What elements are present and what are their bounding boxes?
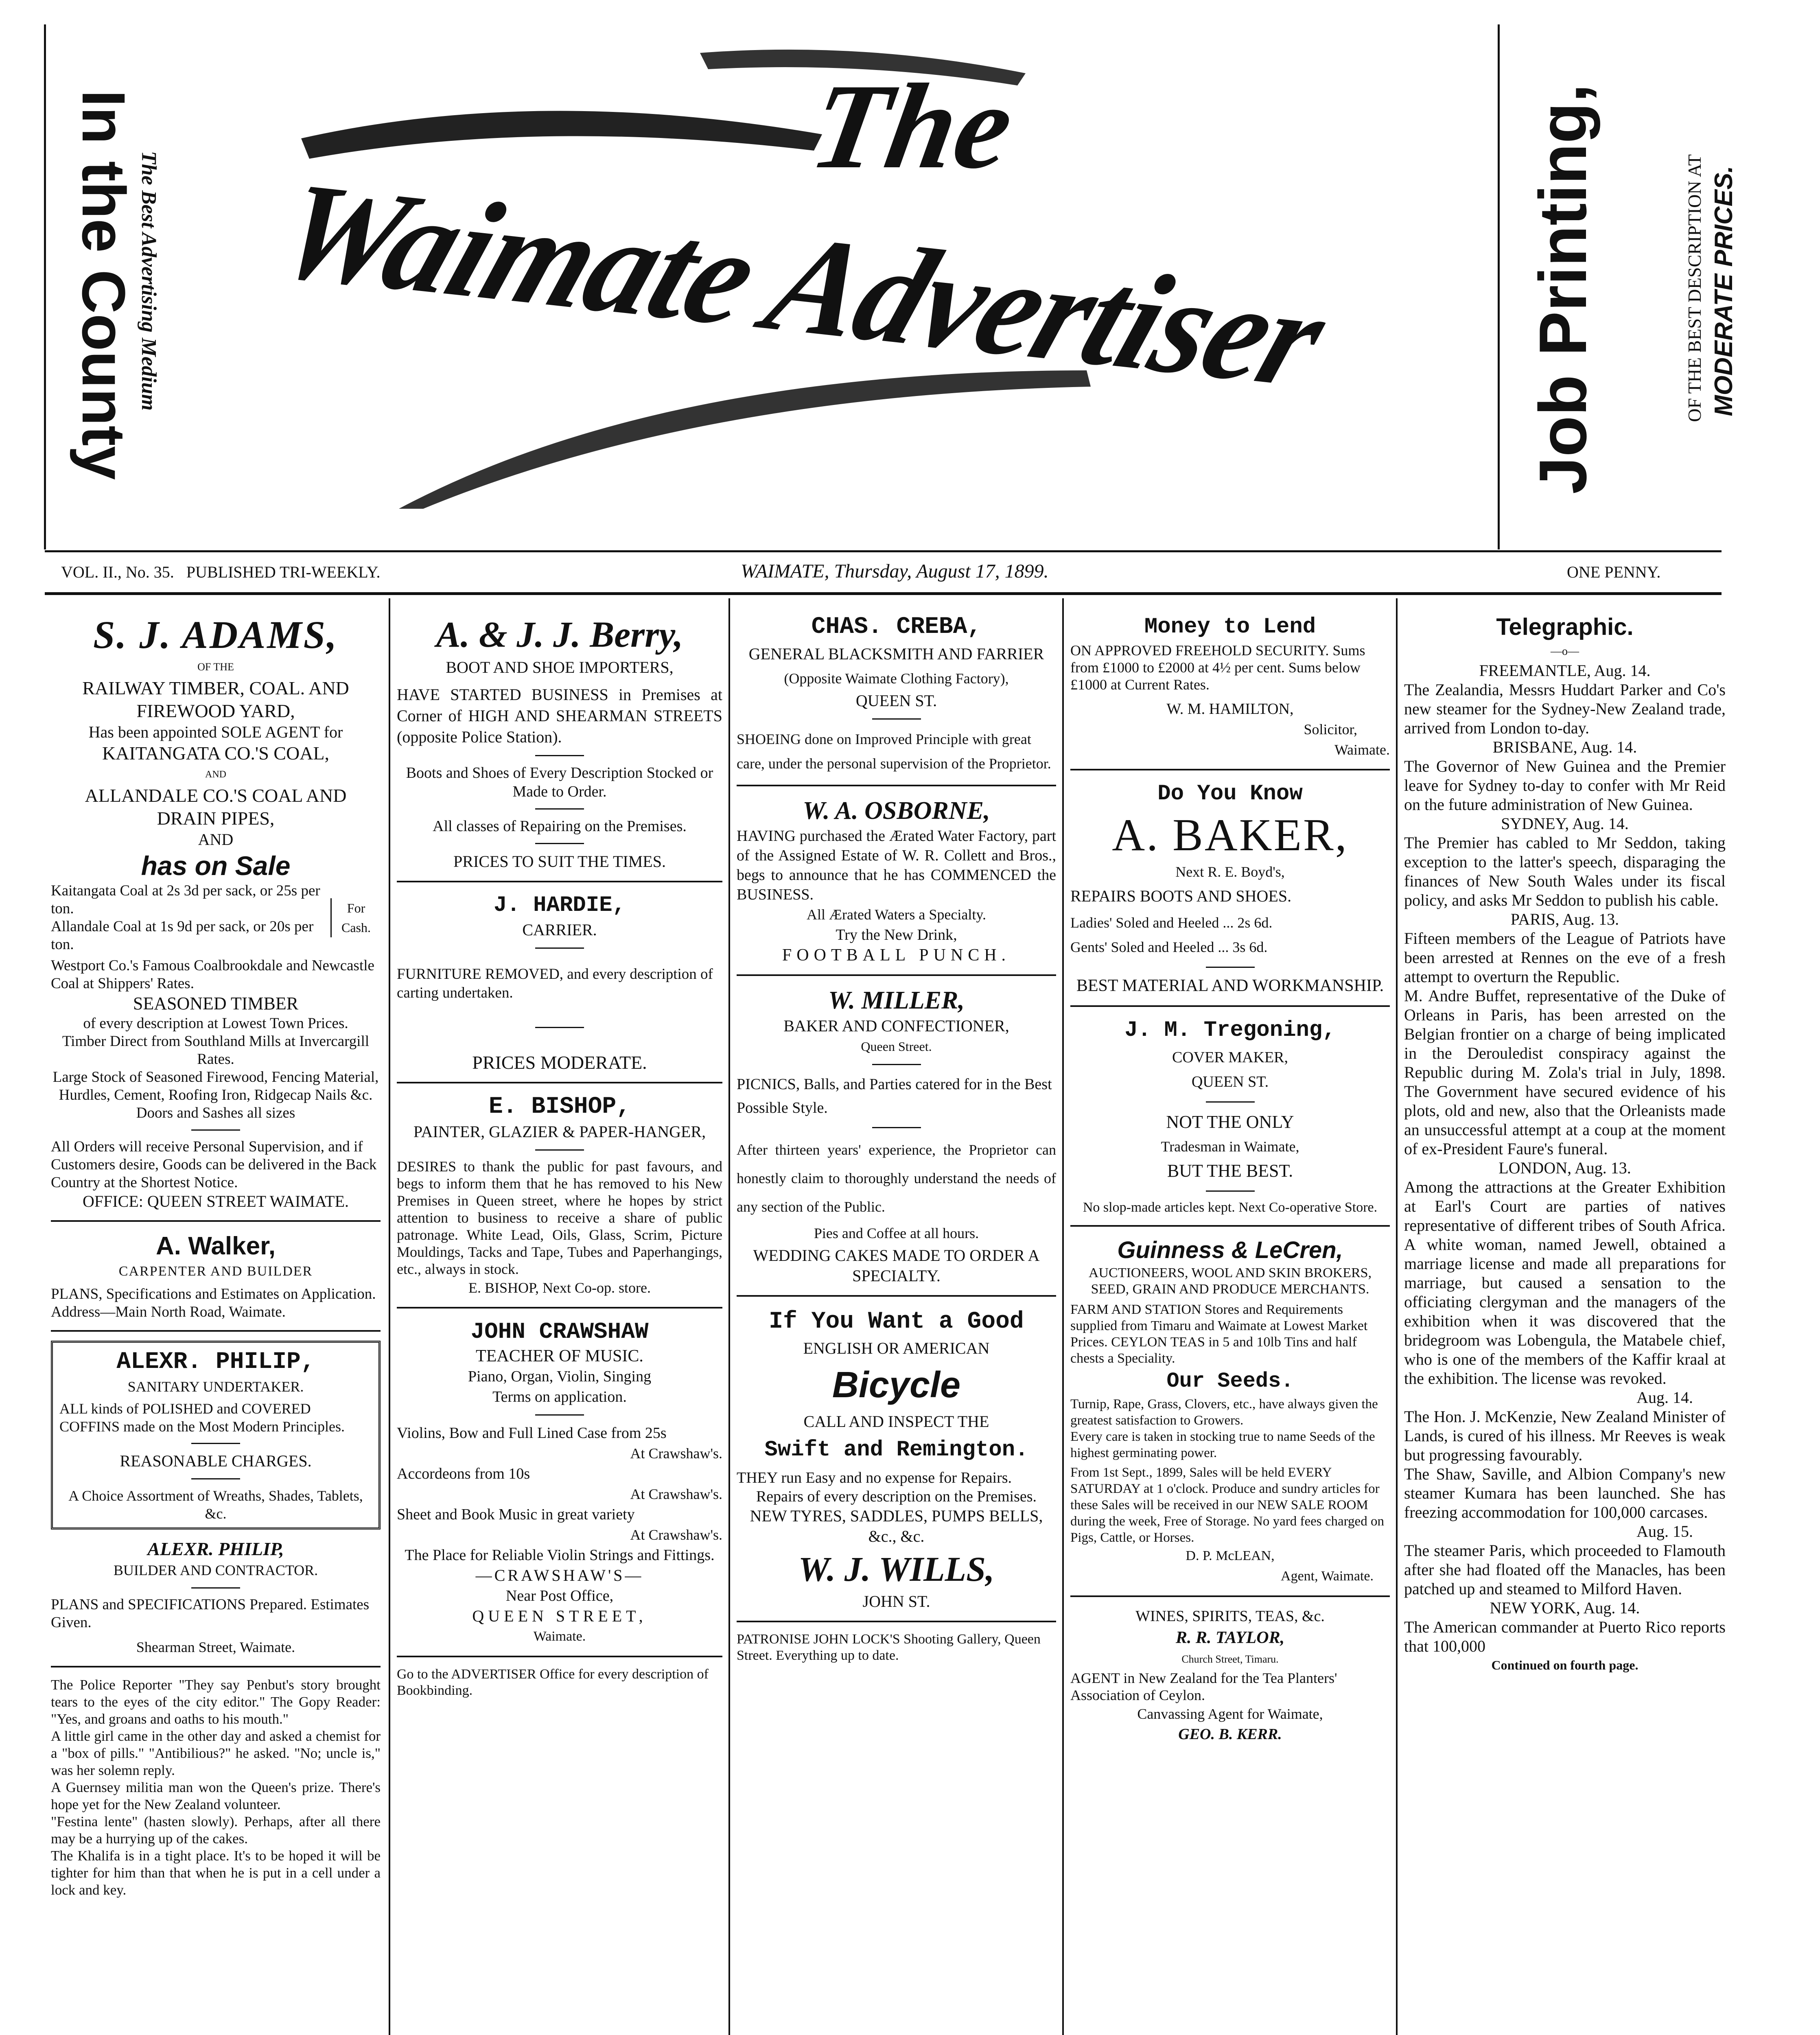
walker-trade: CARPENTER AND BUILDER <box>118 1264 313 1279</box>
walker-address: Address—Main North Road, Waimate. <box>51 1304 286 1320</box>
hardie-prices: PRICES MODERATE. <box>472 1052 647 1073</box>
adams-line1: RAILWAY TIMBER, COAL. AND <box>82 678 349 698</box>
ad-separator <box>1070 1225 1390 1227</box>
right-banner-sub1 <box>1684 74 1706 502</box>
wills-headline: If You Want a Good <box>769 1309 1024 1335</box>
treg-not: NOT THE ONLY <box>1166 1112 1294 1132</box>
seeds-agent: Agent, Waimate. <box>1281 1569 1374 1584</box>
money-terms: ON APPROVED FREEHOLD SECURITY. Sums from £1000 to £2000 at 4½ per cent. Sums below £1000 at Current Rates. <box>1070 642 1365 693</box>
miller-picnics: PICNICS, Balls, and Parties catered for in the Best Possible Style. <box>737 1076 1052 1116</box>
issue-vol <box>61 562 380 582</box>
baker-best: BEST MATERIAL AND WORKMANSHIP. <box>1076 976 1384 995</box>
crawshaw-violins: Violins, Bow and Full Lined Case from 25s <box>397 1424 667 1442</box>
crawshaw-at: At Crawshaw's. <box>630 1486 722 1502</box>
divider <box>1206 967 1255 968</box>
bishop-name: E. BISHOP, <box>488 1094 631 1120</box>
divider <box>535 1027 584 1028</box>
hardie-name: J. HARDIE, <box>493 893 626 918</box>
column-rule <box>389 598 390 2035</box>
berry-started: HAVE STARTED BUSINESS in Premises at Corner of HIGH AND SHEARMAN STREETS (opposite Police Station). <box>397 685 722 746</box>
treg-name: J. M. Tregoning, <box>1124 1018 1336 1043</box>
left-banner-sub-text: The Best Advertising Medium <box>137 151 160 411</box>
berry-trade: BOOT AND SHOE IMPORTERS, <box>446 658 674 676</box>
title-logo <box>252 37 1457 517</box>
right-banner-sub2-text: MODERATE PRICES. <box>1710 166 1738 416</box>
adams-seasoned: SEASONED TIMBER <box>133 993 299 1013</box>
seeds-turnip: Turnip, Rape, Grass, Clovers, etc., have always given the greatest satisfaction to Growers. <box>1070 1397 1378 1428</box>
osborne-purchased: HAVING purchased the Ærated Water Factory, part of the Assigned Estate of W. R. Collett and Bros., begs to announce that he has COMMENCED the BUSINESS. <box>737 827 1056 903</box>
adams-line3: Has been appointed SOLE AGENT for <box>88 723 343 741</box>
hardie-furniture: FURNITURE REMOVED, and every description of carting undertaken. <box>397 966 713 1001</box>
telegram: M. Andre Buffet, representative of the Duke of Orleans in Paris, has been arrested on the Belgian frontier on a charge of being implicated in the Derouledist conspiracy against the Republic during M. Zola's trial in July, 1898. The Government have secured evidence of his plots, old and new, also that the Orleanists made an unsuccessful attempt at a coup at the moment of ex-President Faure's funeral. <box>1404 987 1726 1158</box>
philip-trade: SANITARY UNDERTAKER. <box>127 1379 304 1395</box>
ad-separator <box>737 785 1056 786</box>
right-banner-text: Job Printing, <box>1525 83 1600 495</box>
bookbinding-notice: Go to the ADVERTISER Office for every description of Bookbinding. <box>397 1667 709 1698</box>
adams-stock: Large Stock of Seasoned Firewood, Fencing Material, Hurdles, Cement, Roofing Iron, Ridgecap Nails &c. Doors and Sashes all sizes <box>52 1069 379 1121</box>
telegram: The Zealandia, Messrs Huddart Parker and Co's new steamer for the Sydney-New Zealand trade, arrived from London to-day. <box>1404 681 1726 737</box>
baker-heading: Do You Know <box>1157 781 1303 806</box>
adams-of: OF THE <box>197 661 234 673</box>
column-rule <box>1396 598 1398 2035</box>
adams-line4: KAITANGATA CO.'S COAL, <box>102 743 330 764</box>
philip2-address: Shearman Street, Waimate. <box>136 1639 295 1655</box>
miscellany <box>51 1676 381 1899</box>
adams-line5: ALLANDALE CO.'S COAL AND <box>85 785 347 806</box>
crawshaw-instruments: Piano, Organ, Violin, Singing <box>468 1368 652 1385</box>
issue-published: PUBLISHED TRI-WEEKLY. <box>186 563 381 581</box>
hardie-trade: CARRIER. <box>522 921 597 939</box>
ad-separator <box>737 1621 1056 1622</box>
bishop-signature: E. BISHOP, Next Co-op. store. <box>468 1280 651 1296</box>
philip-coffins: ALL kinds of POLISHED and COVERED COFFINS made on the Most Modern Principles. <box>59 1400 345 1435</box>
wills-easy: THEY run Easy and no expense for Repairs. <box>737 1469 1012 1486</box>
walker-plans: PLANS, Specifications and Estimates on Application. <box>51 1286 376 1302</box>
ad-separator <box>51 1220 381 1222</box>
adams-orders: All Orders will receive Personal Supervision, and if Customers desire, Goods can be delivered in the Back Country at the Shortest Notice. <box>51 1138 377 1191</box>
adams-prices <box>51 882 381 954</box>
adams-westport: Westport Co.'s Famous Coalbrookdale and Newcastle Coal at Shippers' Rates. <box>51 957 374 992</box>
money-heading: Money to Lend <box>1144 615 1316 639</box>
crawshaw-near: Near Post Office, <box>505 1587 614 1604</box>
left-banner <box>71 47 136 523</box>
miller-trade: BAKER AND CONFECTIONER, <box>783 1017 1009 1035</box>
osborne-name: W. A. OSBORNE, <box>803 797 990 825</box>
divider <box>535 755 584 756</box>
right-banner-sub1-text: OF THE BEST DESCRIPTION AT <box>1684 154 1705 422</box>
creba-street: QUEEN ST. <box>855 691 937 710</box>
ad-separator <box>1070 1005 1390 1007</box>
creba-trade: GENERAL BLACKSMITH AND FARRIER <box>748 645 1044 663</box>
ad-separator <box>397 1307 722 1309</box>
taylor-agent-text: AGENT in New Zealand for the Tea Planters' Association of Ceylon. <box>1070 1670 1337 1703</box>
baker-repairs: REPAIRS BOOTS AND SHOES. <box>1070 887 1292 905</box>
divider <box>535 947 584 949</box>
adams-and2: AND <box>198 830 234 849</box>
column-rule <box>1062 598 1064 2035</box>
miller-name: W. MILLER, <box>828 987 965 1014</box>
divider <box>872 1064 921 1065</box>
divider <box>1206 1190 1255 1192</box>
crawshaw-at: At Crawshaw's. <box>630 1527 722 1543</box>
divider <box>535 1414 584 1416</box>
ad-walker <box>51 1231 381 1321</box>
dateline: FREEMANTLE, Aug. 14. <box>1479 661 1651 680</box>
walker-name: A. Walker, <box>155 1232 276 1260</box>
wills-bicycle: Bicycle <box>832 1365 961 1405</box>
guin-trade: AUCTIONEERS, WOOL AND SKIN BROKERS, SEED, GRAIN AND PRODUCE MERCHANTS. <box>1088 1265 1372 1297</box>
ad-philip-builder <box>51 1538 381 1657</box>
column-rule <box>728 598 730 2035</box>
crawshaw-street: QUEEN STREET, <box>472 1607 647 1625</box>
crawshaw-at: At Crawshaw's. <box>630 1445 722 1462</box>
divider <box>535 843 584 844</box>
ad-separator <box>51 1330 381 1332</box>
adams-and: AND <box>205 769 226 780</box>
berry-name: A. & J. J. Berry, <box>436 615 683 655</box>
seeds-care: Every care is taken in stocking true to name Seeds of the highest germinating power. <box>1070 1429 1375 1460</box>
dateline: PARIS, Aug. 13. <box>1510 910 1619 928</box>
taylor-street: Church Street, Timaru. <box>1181 1653 1279 1665</box>
baker-gents: Gents' Soled and Heeled ... 3s 6d. <box>1070 939 1268 955</box>
ad-separator <box>397 881 722 882</box>
ad-baker <box>1070 779 1390 996</box>
column-1 <box>51 613 381 2035</box>
treg-best: BUT THE BEST. <box>1167 1161 1293 1181</box>
lock-notice: PATRONISE JOHN LOCK'S Shooting Gallery, Queen Street. Everything up to date. <box>737 1632 1041 1663</box>
adams-name: S. J. ADAMS, <box>93 613 338 656</box>
telegram: Fifteen members of the League of Patriots have been arrested at Rennes on the eve of a fresh attempt to overturn the Republic. <box>1404 929 1726 986</box>
miller-pies: Pies and Coffee at all hours. <box>814 1225 979 1241</box>
seeds-heading: Our Seeds. <box>1166 1369 1294 1393</box>
creba-name: CHAS. CREBA, <box>811 614 982 640</box>
column-4 <box>1070 613 1390 2035</box>
adams-cash: Cash. <box>341 920 371 935</box>
issue-vol-number: VOL. II., No. 35. <box>61 563 174 581</box>
philip2-trade: BUILDER AND CONTRACTOR. <box>113 1562 318 1578</box>
philip-charges: REASONABLE CHARGES. <box>120 1452 312 1470</box>
ad-separator <box>397 1082 722 1083</box>
dateline: LONDON, Aug. 13. <box>1498 1159 1631 1177</box>
adams-for: For <box>347 901 365 915</box>
philip2-plans: PLANS and SPECIFICATIONS Prepared. Estimates Given. <box>51 1596 370 1631</box>
miller-wedding: WEDDING CAKES MADE TO ORDER A SPECIALTY. <box>753 1246 1040 1285</box>
telegram: The American commander at Puerto Rico reports that 100,000 <box>1404 1618 1726 1655</box>
column-5-telegraphic <box>1404 613 1726 2035</box>
crawshaw-town: Waimate. <box>533 1629 586 1644</box>
treg-tradesman: Tradesman in Waimate, <box>1161 1138 1299 1155</box>
divider <box>535 808 584 810</box>
divider <box>1206 1101 1255 1103</box>
philip-wreaths: A Choice Assortment of Wreaths, Shades, Tablets, &c. <box>68 1488 363 1522</box>
telegram: The steamer Paris, which proceeded to Flamouth after she had floated off the Manacles, has been patched up and steamed to Milford Haven. <box>1404 1541 1726 1598</box>
masthead-right-rule <box>1498 24 1500 549</box>
taylor-canvassing: Canvassing Agent for Waimate, <box>1137 1706 1323 1722</box>
seeds-signature: D. P. McLEAN, <box>1186 1548 1275 1563</box>
baker-name: A. BAKER, <box>1112 810 1348 860</box>
ad-money <box>1070 613 1390 760</box>
divider <box>191 1587 240 1589</box>
adams-price1: Kaitangata Coal at 2s 3d per sack, or 25s per ton. <box>51 882 320 917</box>
telegraphic-heading: Telegraphic. <box>1496 614 1634 640</box>
ad-adams <box>51 613 381 1211</box>
philip2-name: ALEXR. PHILIP, <box>147 1538 284 1559</box>
telegram: Among the attractions at the Greater Exhibition at Earl's Court are parties of natives representative of different tribes of South Africa. A white woman, named Jewell, obtained a marriage license and made all preparations for marriage, but caused a sensation to the officiating clergyman and the managers of the exhibition when it was discovered that the bridegroom was Lobengula, the Matabele chief, who is one of the members of the Kaffir kraal at the exhibition. The license was revoked. <box>1404 1178 1726 1387</box>
telegram: The Governor of New Guinea and the Premier leave for Sydney to-day to confer with Mr Reid on the future administration of New Guinea. <box>1404 757 1726 814</box>
crawshaw-trade: TEACHER OF MUSIC. <box>476 1347 643 1365</box>
adams-line2: FIREWOOD YARD, <box>136 700 295 721</box>
column-2 <box>397 613 722 2035</box>
ad-philip-undertaker <box>51 1341 381 1530</box>
misc-item: A Guernsey militia man won the Queen's prize. There's hope yet for the New Zealand volunteer. <box>51 1779 381 1812</box>
ad-crawshaw <box>397 1317 722 1647</box>
adams-timber: Timber Direct from Southland Mills at Invercargill Rates. <box>62 1033 370 1068</box>
berry-boots: Boots and Shoes of Every Description Stocked or Made to Order. <box>406 764 713 800</box>
crawshaw-music: Sheet and Book Music in great variety <box>397 1506 635 1523</box>
dateline: NEW YORK, Aug. 14. <box>1490 1599 1640 1617</box>
ad-separator <box>737 974 1056 976</box>
wills-tyres: NEW TYRES, SADDLES, PUMPS BELLS, &c., &c. <box>750 1507 1043 1545</box>
ad-guinness <box>1070 1236 1390 1586</box>
taylor-heading: WINES, SPIRITS, TEAS, &c. <box>1135 1608 1325 1625</box>
left-banner-sub <box>136 67 161 495</box>
wills-call: CALL AND INSPECT THE <box>803 1412 989 1431</box>
ad-miller <box>737 985 1056 1286</box>
miller-experience: After thirteen years' experience, the Proprietor can honestly claim to thoroughly understand the needs of any section of the Public. <box>737 1142 1056 1215</box>
wills-street: JOHN ST. <box>862 1592 930 1610</box>
miller-street: Queen Street. <box>861 1039 932 1054</box>
right-banner <box>1526 20 1599 558</box>
left-banner-text: In the County <box>70 90 138 480</box>
wills-repairs: Repairs of every description on the Premises. <box>756 1488 1037 1505</box>
adams-sale: has on Sale <box>141 851 291 881</box>
crawshaw-name: JOHN CRAWSHAW <box>470 1319 649 1345</box>
philip-name: ALEXR. PHILIP, <box>116 1349 315 1375</box>
column-3 <box>737 613 1056 2035</box>
ad-osborne <box>737 795 1056 965</box>
ad-separator <box>1070 1595 1390 1597</box>
ad-wills <box>737 1306 1056 1612</box>
misc-item: A little girl came in the other day and asked a chemist for a "box of pills." "Antibilious?" he asked. "No; uncle is," was her solemn reply. <box>51 1728 381 1778</box>
divider <box>872 1127 921 1128</box>
money-town: Waimate. <box>1334 742 1390 758</box>
adams-town-prices: of every description at Lowest Town Prices. <box>83 1015 348 1032</box>
ad-hardie <box>397 891 722 1073</box>
telegram: The Premier has cabled to Mr Seddon, taking exception to the latter's speech, disparaging the finances of New South Wales under its fiscal policy, and asks Mr Seddon to publish his cable. <box>1404 834 1726 909</box>
bishop-trade: PAINTER, GLAZIER & PAPER-HANGER, <box>413 1123 706 1141</box>
title-the: The <box>802 59 1023 194</box>
creba-opposite: (Opposite Waimate Clothing Factory), <box>784 670 1009 687</box>
wills-english: ENGLISH OR AMERICAN <box>803 1339 990 1357</box>
osborne-try: Try the New Drink, <box>836 926 957 943</box>
right-banner-sub2 <box>1709 77 1738 505</box>
wills-name: W. J. WILLS, <box>798 1549 995 1589</box>
taylor-name: R. R. TAYLOR, <box>1175 1628 1285 1647</box>
misc-item: The Khalifa is in a tight place. It's to be hoped it will be tighter for him than that when he is put in a cell under a lock and key. <box>51 1848 381 1898</box>
continued-note: Continued on fourth page. <box>1491 1658 1638 1672</box>
issue-rule-bottom <box>45 592 1722 595</box>
issue-dateline: WAIMATE, Thursday, August 17, 1899. <box>741 560 1049 582</box>
dateline: SYDNEY, Aug. 14. <box>1501 814 1629 833</box>
seeds-sales: From 1st Sept., 1899, Sales will be held EVERY SATURDAY at 1 o'clock. Produce and sundry articles for these Sales will be received in our NEW SALE ROOM during the week, Free of Storage. No yard fees charged on Pigs, Cattle, or Horses. <box>1070 1465 1384 1545</box>
masthead-left-rule <box>44 24 46 549</box>
dateline: Aug. 14. <box>1636 1388 1693 1407</box>
adams-office: OFFICE: QUEEN STREET WAIMATE. <box>82 1192 349 1210</box>
bishop-thanks: DESIRES to thank the public for past favours, and begs to inform them that he has removed to his New Premises in Queen street, where he hopes by strict attention to business to receive a share of public patronage. White Lead, Oils, Glass, Scrim, Picture Mouldings, Tacks and Tape, Tubes and Paperhangings, etc., always in stock. <box>397 1158 722 1277</box>
baker-next: Next R. E. Boyd's, <box>1175 864 1285 880</box>
divider <box>872 718 921 720</box>
ad-creba <box>737 613 1056 776</box>
osborne-aerated: All Ærated Waters a Specialty. <box>807 906 986 923</box>
treg-trade: COVER MAKER, <box>1172 1049 1288 1066</box>
telegraphic-dash: —o— <box>1551 645 1579 658</box>
ad-tregoning <box>1070 1016 1390 1216</box>
adams-line6: DRAIN PIPES, <box>157 808 275 829</box>
treg-street: QUEEN ST. <box>1191 1073 1269 1090</box>
ad-separator <box>737 1295 1056 1297</box>
guin-name: Guinness & LeCren, <box>1117 1237 1343 1263</box>
divider <box>191 1443 240 1444</box>
berry-repairs: All classes of Repairing on the Premises. <box>433 818 687 835</box>
issue-price: ONE PENNY. <box>1567 563 1661 581</box>
adams-terms <box>330 898 381 937</box>
dateline: Aug. 15. <box>1636 1522 1693 1540</box>
guin-stores: FARM AND STATION Stores and Requirements supplied from Timaru and Waimate at Lowest Market Prices. CEYLON TEAS in 5 and 10lb Tins and half chests a Speciality. <box>1070 1302 1368 1366</box>
berry-prices: PRICES TO SUIT THE TIMES. <box>453 852 666 871</box>
crawshaw-strings: The Place for Reliable Violin Strings and Fittings. <box>405 1547 715 1564</box>
crawshaw-terms: Terms on application. <box>492 1388 627 1405</box>
money-name: W. M. HAMILTON, <box>1166 700 1294 718</box>
ad-taylor <box>1070 1606 1390 1744</box>
ad-separator <box>1070 769 1390 770</box>
adams-prices-list <box>51 882 330 954</box>
money-solicitor: Solicitor, <box>1304 721 1357 737</box>
crawshaw-signature: —CRAWSHAW'S— <box>475 1566 644 1584</box>
telegram: The Hon. J. McKenzie, New Zealand Minister of Lands, is cured of his illness. Mr Reeves is weak but progressing favourably. <box>1404 1407 1726 1464</box>
treg-slop: No slop-made articles kept. Next Co-operative Store. <box>1083 1200 1378 1215</box>
dateline: BRISBANE, Aug. 14. <box>1492 738 1637 756</box>
misc-item: The Police Reporter "They say Penbut's story brought tears to the eyes of the city editor." The Gopy Reader: "Yes, and groans and oaths to his mouth." <box>51 1677 381 1727</box>
ad-bishop <box>397 1092 722 1298</box>
taylor-kerr: GEO. B. KERR. <box>1178 1726 1282 1743</box>
telegram: The Shaw, Saville, and Albion Company's new steamer Kumara has been launched. She has freezing accommodation for 100,000 carcases. <box>1404 1465 1726 1521</box>
issue-rule-top <box>45 550 1722 552</box>
baker-ladies: Ladies' Soled and Heeled ... 2s 6d. <box>1070 915 1273 931</box>
ad-separator <box>51 1666 381 1667</box>
title-main: Waimate Advertiser <box>259 154 1344 416</box>
divider <box>191 1478 240 1479</box>
ad-separator <box>397 1656 722 1657</box>
wills-brands: Swift and Remington. <box>764 1438 1028 1462</box>
divider <box>191 1129 240 1131</box>
adams-price2: Allandale Coal at 1s 9d per sack, or 20s per ton. <box>51 918 314 953</box>
ad-berry <box>397 613 722 872</box>
creba-shoeing: SHOEING done on Improved Principle with great care, under the personal supervision of the Proprietor. <box>737 731 1051 772</box>
divider <box>535 1149 584 1151</box>
crawshaw-accordeons: Accordeons from 10s <box>397 1465 530 1482</box>
osborne-punch: FOOTBALL PUNCH. <box>782 946 1011 965</box>
misc-item: "Festina lente" (hasten slowly). Perhaps, after all there may be a hurrying up of the cakes. <box>51 1814 381 1847</box>
